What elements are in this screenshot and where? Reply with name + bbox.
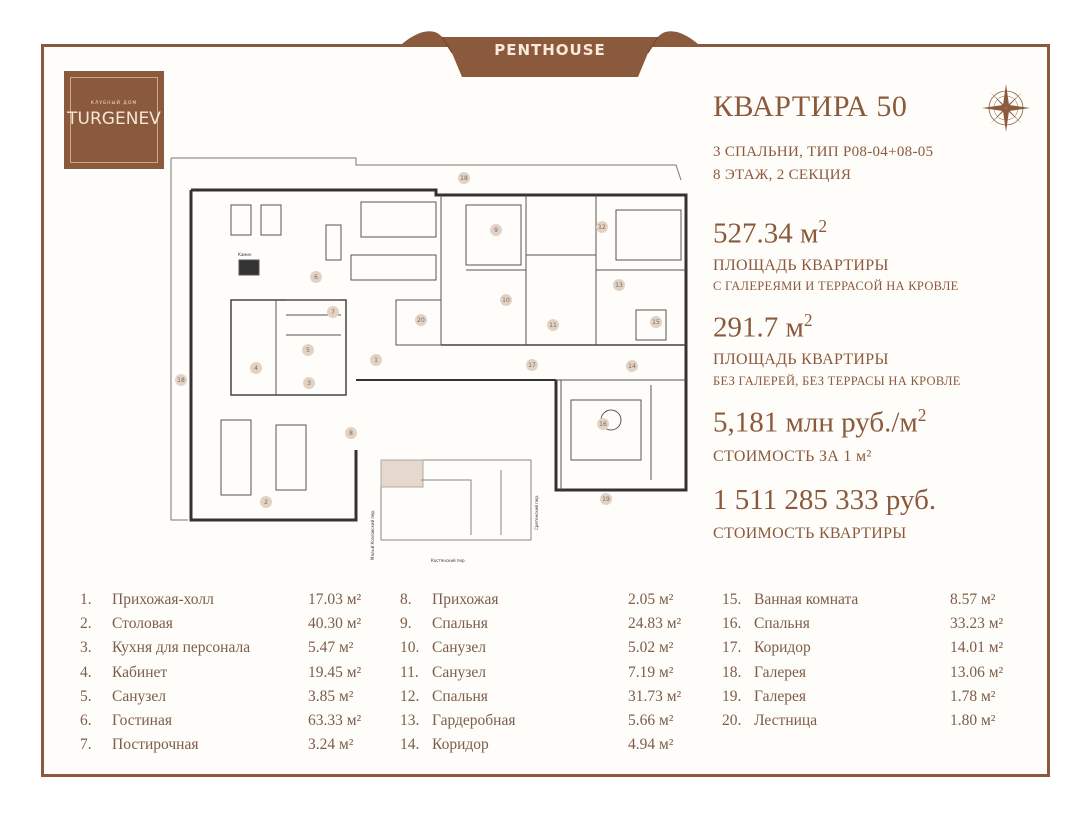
room-marker: 4 <box>254 365 258 372</box>
net-area-caption: ПЛОЩАДЬ КВАРТИРЫ <box>713 351 889 368</box>
apartment-type-line: 3 СПАЛЬНИ, ТИП P08-04+08-05 <box>713 144 934 160</box>
logo-name: TURGENEV <box>67 109 161 129</box>
room-marker: 10 <box>502 297 510 304</box>
penthouse-banner <box>402 27 698 79</box>
room-marker: 20 <box>417 317 425 324</box>
room-marker: 13 <box>615 282 623 289</box>
street-label-west: Малый Козловский пер. <box>370 509 375 560</box>
apartment-floor-line: 8 ЭТАЖ, 2 СЕКЦИЯ <box>713 167 852 183</box>
room-marker: 5 <box>306 347 310 354</box>
total-area-caption: ПЛОЩАДЬ КВАРТИРЫ <box>713 257 889 274</box>
price-per-meter-caption: СТОИМОСТЬ ЗА 1 м² <box>713 448 872 465</box>
room-marker: 18 <box>177 377 185 384</box>
net-area-value: 291.7 $м^2$ <box>713 310 813 344</box>
room-marker: 12 <box>598 224 606 231</box>
price-per-meter-value: 5,181 млн $руб./м^2$ <box>713 405 927 439</box>
room-marker: 14 <box>628 363 636 370</box>
street-label-east: Сретенский пер. <box>534 494 539 530</box>
net-area-note: БЕЗ ГАЛЕРЕЙ, БЕЗ ТЕРРАСЫ НА КРОВЛЕ <box>713 374 961 388</box>
room-marker: 18 <box>460 175 468 182</box>
fireplace-label: Камин <box>238 252 252 257</box>
banner-label: PENTHOUSE <box>494 41 606 59</box>
total-area-note: С ГАЛЕРЕЯМИ И ТЕРРАСОЙ НА КРОВЛЕ <box>713 279 959 293</box>
room-marker: 8 <box>349 430 353 437</box>
logo-subtitle: КЛУБНЫЙ ДОМ <box>90 101 138 106</box>
street-label-south: Костянский пер. <box>431 558 466 563</box>
compass-rose-icon <box>978 80 1034 136</box>
total-area-value: 527.34 $м^2$ <box>713 216 828 250</box>
room-marker: 7 <box>331 309 335 316</box>
room-marker: 9 <box>494 227 498 234</box>
total-price-value: 1 511 285 333 руб. <box>713 484 937 516</box>
room-marker: 19 <box>602 496 610 503</box>
room-marker: 11 <box>549 322 557 329</box>
room-marker: 3 <box>307 380 311 387</box>
apartment-title: КВАРТИРА 50 <box>713 90 908 123</box>
total-price-caption: СТОИМОСТЬ КВАРТИРЫ <box>713 525 907 542</box>
floor-plan <box>166 150 696 570</box>
turgenev-logo <box>64 71 164 169</box>
room-marker: 6 <box>314 274 318 281</box>
room-marker: 15 <box>652 319 660 326</box>
room-marker: 2 <box>264 499 268 506</box>
room-marker: 17 <box>528 362 536 369</box>
room-marker: 1 <box>374 357 378 364</box>
room-marker: 16 <box>599 421 607 428</box>
